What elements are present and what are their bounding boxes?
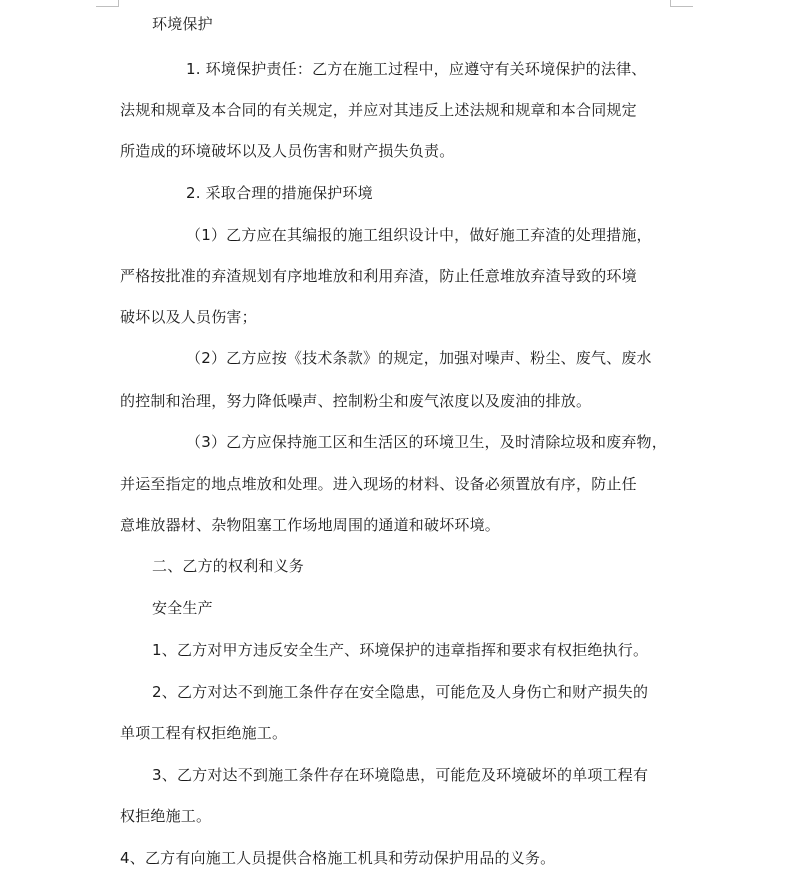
paragraph-line: 1、乙方对甲方违反安全生产、环境保护的违章指挥和要求有权拒绝执行。 xyxy=(152,641,649,659)
page-corner-mark-right xyxy=(670,0,693,7)
subsection-heading-safety: 安全生产 xyxy=(152,599,213,617)
paragraph-line: （2）乙方应按《技术条款》的规定，加强对噪声、粉尘、废气、废水 xyxy=(186,349,652,367)
paragraph-line: 1. 环境保护责任：乙方在施工过程中，应遵守有关环境保护的法律、 xyxy=(186,60,647,78)
paragraph-line: （3）乙方应保持施工区和生活区的环境卫生，及时清除垃圾和废弃物， xyxy=(186,433,667,451)
paragraph-line: （1）乙方应在其编报的施工组织设计中，做好施工弃渣的处理措施， xyxy=(186,226,652,244)
paragraph-line: 3、乙方对达不到施工条件存在环境隐患，可能危及环境破坏的单项工程有 xyxy=(152,766,649,784)
paragraph-line: 权拒绝施工。 xyxy=(120,807,212,825)
paragraph-line: 所造成的环境破坏以及人员伤害和财产损失负责。 xyxy=(120,142,455,160)
paragraph-line: 4、乙方有向施工人员提供合格施工机具和劳动保护用品的义务。 xyxy=(120,849,556,867)
paragraph-line: 意堆放器材、杂物阻塞工作场地周围的通道和破坏环境。 xyxy=(120,516,501,534)
paragraph-line: 严格按批准的弃渣规划有序地堆放和利用弃渣，防止任意堆放弃渣导致的环境 xyxy=(120,267,637,285)
section-heading-rights-obligations: 二、乙方的权利和义务 xyxy=(152,557,305,575)
section-heading-environment: 环境保护 xyxy=(152,15,213,33)
paragraph-line: 2、乙方对达不到施工条件存在安全隐患，可能危及人身伤亡和财产损失的 xyxy=(152,683,649,701)
paragraph-line: 的控制和治理，努力降低噪声、控制粉尘和废气浓度以及废油的排放。 xyxy=(120,392,592,410)
paragraph-line: 法规和规章及本合同的有关规定，并应对其违反上述法规和规章和本合同规定 xyxy=(120,101,637,119)
paragraph-line: 并运至指定的地点堆放和处理。进入现场的材料、设备必须置放有序，防止任 xyxy=(120,475,637,493)
paragraph-line: 单项工程有权拒绝施工。 xyxy=(120,724,288,742)
page-corner-mark-left xyxy=(96,0,119,7)
paragraph-line: 2. 采取合理的措施保护环境 xyxy=(186,184,373,202)
paragraph-line: 破坏以及人员伤害； xyxy=(120,308,257,326)
